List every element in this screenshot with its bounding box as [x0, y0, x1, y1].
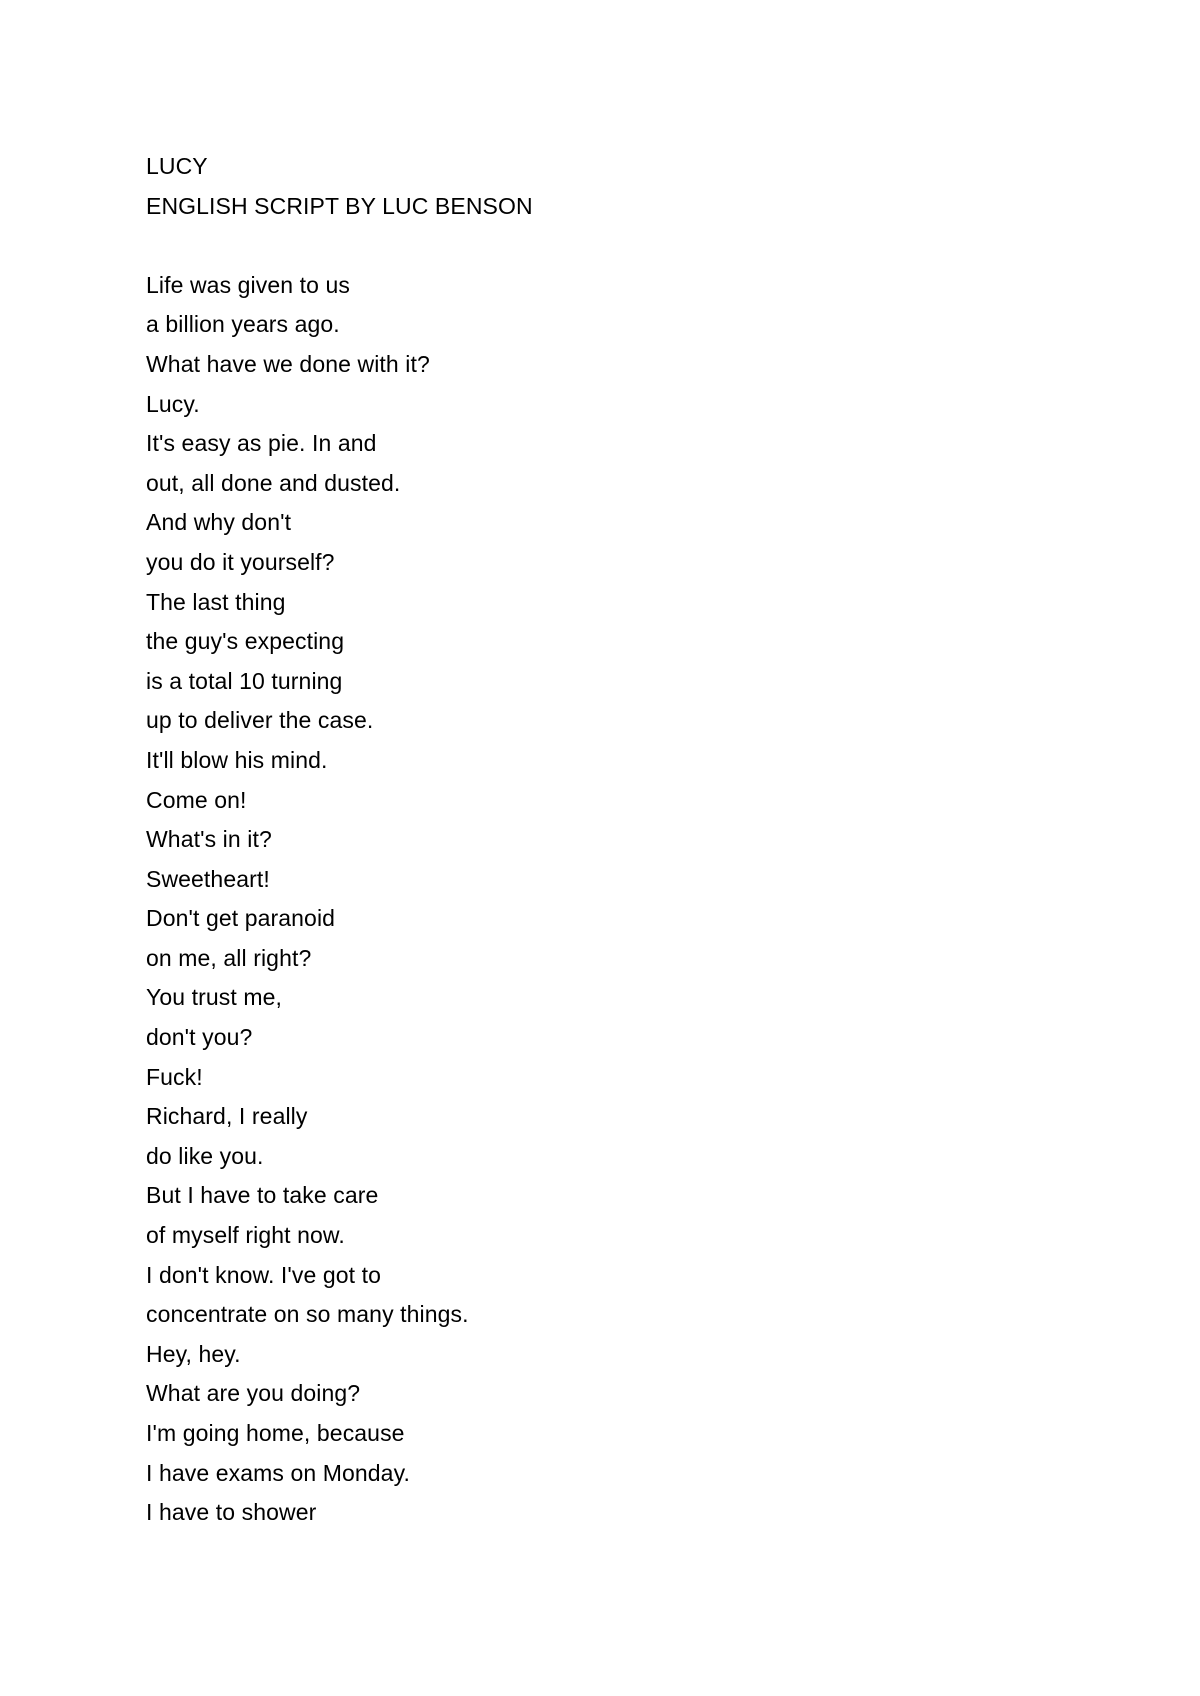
script-line: Sweetheart! — [146, 865, 270, 892]
script-line: I have exams on Monday. — [146, 1459, 410, 1486]
script-line: out, all done and dusted. — [146, 469, 401, 496]
document-body — [146, 147, 1046, 1533]
script-line: Lucy. — [146, 390, 200, 417]
script-line: The last thing — [146, 588, 286, 615]
script-line: the guy's expecting — [146, 628, 345, 655]
script-line: concentrate on so many things. — [146, 1301, 469, 1328]
script-line: don't you? — [146, 1024, 253, 1051]
script-line: It's easy as pie. In and — [146, 430, 377, 457]
script-line: But I have to take care — [146, 1182, 379, 1209]
script-line: What have we done with it? — [146, 350, 430, 377]
script-line: Fuck! — [146, 1063, 203, 1090]
script-line: Hey, hey. — [146, 1340, 241, 1367]
script-line: You trust me, — [146, 984, 282, 1011]
script-line: up to deliver the case. — [146, 707, 374, 734]
script-line: I'm going home, because — [146, 1420, 405, 1446]
script-line: Richard, I really — [146, 1103, 308, 1130]
script-line: is a total 10 turning — [146, 667, 343, 694]
script-line: I have to shower — [146, 1499, 317, 1526]
script-line: do like you. — [146, 1142, 264, 1169]
script-line: a billion years ago. — [146, 311, 340, 338]
script-line: I don't know. I've got to — [146, 1261, 382, 1288]
blank-line — [146, 226, 1046, 266]
script-line: Don't get paranoid — [146, 905, 336, 932]
script-line: Life was given to us — [146, 271, 351, 298]
script-line: What are you doing? — [146, 1380, 361, 1407]
script-line: you do it yourself? — [146, 548, 335, 575]
script-line: And why don't — [146, 509, 292, 536]
script-line: of myself right now. — [146, 1222, 345, 1249]
script-line: Come on! — [146, 786, 247, 813]
script-line: What's in it? — [146, 826, 272, 853]
script-line: It'll blow his mind. — [146, 746, 328, 773]
document-title: LUCY — [146, 153, 208, 179]
document-subtitle: ENGLISH SCRIPT BY LUC BENSON — [146, 192, 533, 219]
script-line: on me, all right? — [146, 944, 312, 971]
